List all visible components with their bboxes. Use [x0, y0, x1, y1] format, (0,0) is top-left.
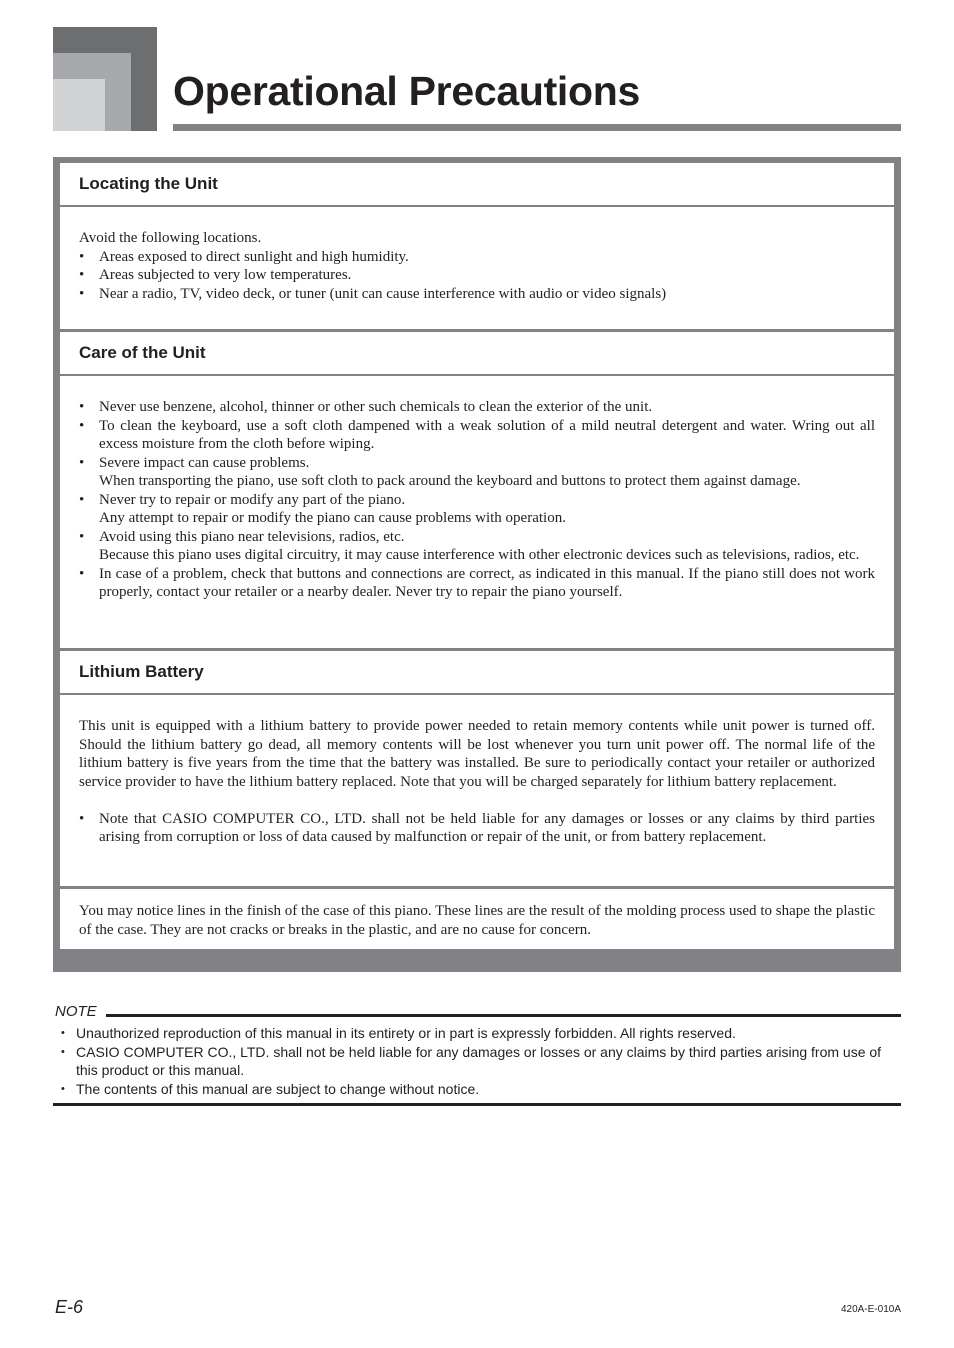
document-code: 420A-E-010A [840, 1304, 901, 1315]
note-item: • CASIO COMPUTER CO., LTD. shall not be held liable for any damages or losses or any claims by third parties arising from use of this product or this manual. [53, 1043, 893, 1080]
list-item-text: • To clean the keyboard, use a soft cloth dampened with a weak solution of a mild neutral detergent and water. Wring out all excess moisture from the cloth before wiping. [99, 417, 875, 452]
section-care-of-the-unit [60, 332, 894, 648]
list-item-detail: Any attempt to repair or modify the piano can cause problems with operation. [99, 510, 566, 526]
paragraph-spacer [79, 791, 875, 810]
section-heading: Care of the Unit [60, 332, 894, 376]
list-item-text: • Never try to repair or modify any part of the piano. [99, 491, 406, 508]
list-item: • Areas subjected to very low temperatures. [79, 266, 875, 285]
corner-decoration [53, 27, 157, 131]
list-item: • Note that CASIO COMPUTER CO., LTD. shall not be held liable for any damages or losses or any claims by third parties arising from corruption or loss of data caused by malfunction or repair of the unit, or from battery replacement. [79, 810, 875, 847]
list-item [79, 491, 875, 528]
list-item [79, 528, 875, 565]
section-case-finish [60, 889, 894, 949]
section-locating-the-unit [60, 163, 894, 329]
section-body [60, 695, 894, 886]
list-item [79, 454, 875, 491]
note-item: • The contents of this manual are subject to change without notice. [53, 1080, 893, 1099]
bullet-list [79, 248, 875, 304]
list-item [79, 417, 875, 454]
note-label: NOTE [55, 1003, 97, 1020]
note-list [53, 1024, 893, 1098]
list-item-text: • Severe impact can cause problems. [99, 454, 310, 471]
section-paragraph: This unit is equipped with a lithium battery to provide power needed to retain memory contents while unit power is turned off. Should the lithium battery go dead, all memory contents will be lost whenever you turn unit power off. The normal life of the lithium battery is five years from the time that the battery was installed. Be sure to periodically contact your retailer or authorized service provider to have the lithium battery replaced. Note that you will be charged separately for lithium battery replacement. [79, 718, 875, 790]
note-item: • Unauthorized reproduction of this manual in its entirety or in part is expressly forbidden. All rights reserved. [53, 1024, 893, 1043]
section-body [60, 889, 894, 949]
bullet-list [79, 398, 875, 602]
section-heading: Lithium Battery [60, 651, 894, 695]
list-item-text: • Avoid using this piano near televisions, radios, etc. [99, 528, 405, 545]
section-intro: Avoid the following locations. [79, 230, 262, 246]
note-bottom-rule [53, 1103, 901, 1106]
list-item-text: • In case of a problem, check that buttons and connections are correct, as indicated in this manual. If the piano still does not work properly, contact your retailer or a nearby dealer. Never try to repair the piano yourself. [99, 565, 875, 600]
list-item-detail: Because this piano uses digital circuitry, it may cause interference with other electronic devices such as televisions, radios, etc. [99, 547, 860, 563]
title-underline [173, 124, 901, 131]
corner-decoration-light [53, 79, 105, 131]
list-item: • Areas exposed to direct sunlight and high humidity. [79, 248, 875, 267]
section-paragraph: You may notice lines in the finish of the case of this piano. These lines are the result of the molding process used to shape the plastic of the case. They are not cracks or breaks in the plastic, and are no cause for concern. [79, 903, 875, 938]
bullet-list [79, 810, 875, 847]
section-heading: Locating the Unit [60, 163, 894, 207]
list-item-detail: When transporting the piano, use soft cloth to pack around the keyboard and buttons to protect them against damage. [99, 473, 801, 489]
note-rule [106, 1014, 901, 1017]
list-item [79, 565, 875, 602]
list-item [79, 398, 875, 417]
section-body [60, 376, 894, 648]
section-lithium-battery [60, 651, 894, 886]
precautions-frame [53, 157, 901, 972]
section-body [60, 207, 894, 329]
page-title: Operational Precautions [173, 68, 641, 114]
list-item: • Near a radio, TV, video deck, or tuner (unit can cause interference with audio or video signals) [79, 285, 875, 304]
list-item-text: • Never use benzene, alcohol, thinner or other such chemicals to clean the exterior of the unit. [99, 399, 653, 415]
page-number: E-6 [55, 1297, 84, 1317]
